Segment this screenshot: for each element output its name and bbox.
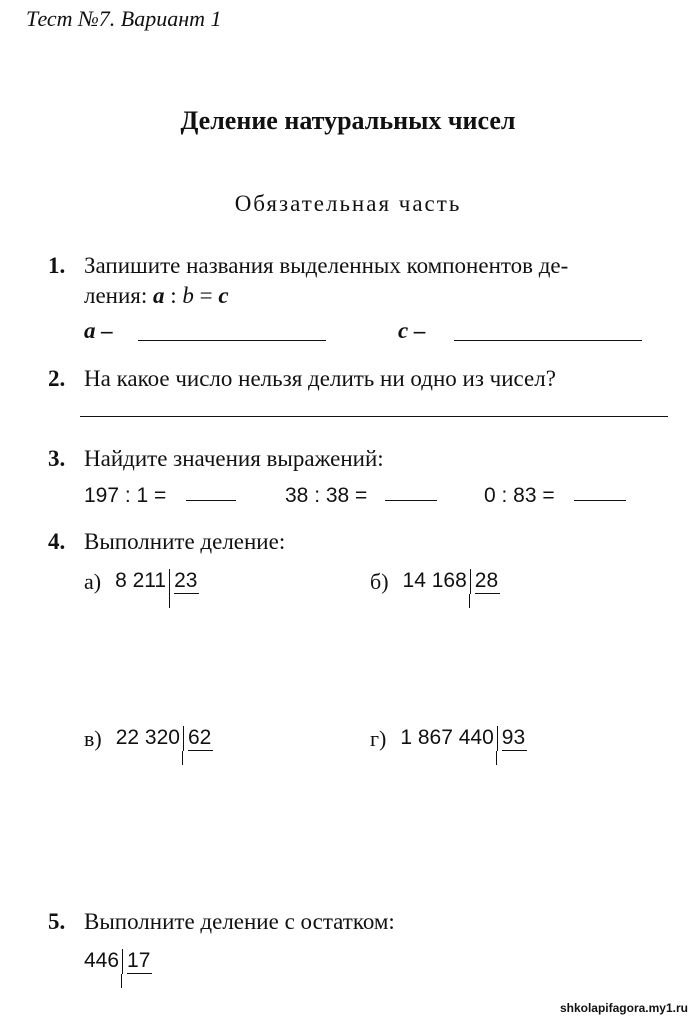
divisor: 17	[122, 949, 152, 974]
dividend: 22 320	[115, 726, 180, 749]
question-5-number: 5.	[48, 909, 66, 934]
question-4-number: 4.	[48, 529, 66, 554]
answer-a-label: a –	[84, 318, 113, 343]
question-1-text: Запишите названия выделенных компонентов де-	[84, 253, 569, 278]
dividend: 8 211	[115, 569, 167, 592]
answer-a-line[interactable]	[138, 340, 326, 341]
expression-2: 38 : 38 =	[285, 484, 368, 507]
division-label: а)	[84, 569, 102, 594]
question-4-text: Выполните деление:	[84, 529, 286, 554]
section-subtitle: Обязательная часть	[234, 191, 462, 216]
page-title: Деление натуральных чисел	[180, 106, 516, 135]
division-item-a	[84, 569, 199, 595]
expression-1: 197 : 1 =	[84, 484, 167, 507]
expression-3: 0 : 83 =	[484, 484, 555, 507]
division-item-q5	[84, 949, 152, 974]
watermark: shkolapifagora.my1.ru	[559, 1001, 688, 1015]
dividend: 1 867 440	[400, 726, 494, 749]
expression-2-answer-line[interactable]	[385, 500, 437, 501]
question-2-text: На какое число нельзя делить ни одно из чисел?	[84, 366, 556, 391]
dividend: 446	[84, 949, 120, 972]
question-3-text: Найдите значения выражений:	[84, 446, 384, 471]
divisor: 62	[183, 726, 213, 751]
divisor: 23	[169, 569, 199, 594]
expression-3-answer-line[interactable]	[574, 500, 626, 501]
division-item-b	[370, 569, 500, 595]
question-2-number: 2.	[48, 366, 66, 391]
division-item-g	[370, 726, 527, 752]
division-label: г)	[370, 726, 387, 751]
answer-c-label: c –	[398, 318, 426, 343]
dividend: 14 168	[402, 569, 467, 592]
division-item-v	[84, 726, 213, 752]
expression-1-answer-line[interactable]	[186, 500, 236, 501]
answer-c-line[interactable]	[454, 340, 642, 341]
question-1-text-line2: ления: a : b = c	[84, 283, 229, 308]
question-3-number: 3.	[48, 446, 66, 471]
question-5-text: Выполните деление с остатком:	[84, 909, 395, 934]
question-1-number: 1.	[48, 253, 66, 278]
divisor: 93	[497, 726, 527, 751]
answer-2-line[interactable]	[80, 416, 668, 417]
test-header: Тест №7. Вариант 1	[26, 6, 222, 31]
division-label: б)	[370, 569, 389, 594]
divisor: 28	[470, 569, 500, 594]
division-label: в)	[84, 726, 102, 751]
